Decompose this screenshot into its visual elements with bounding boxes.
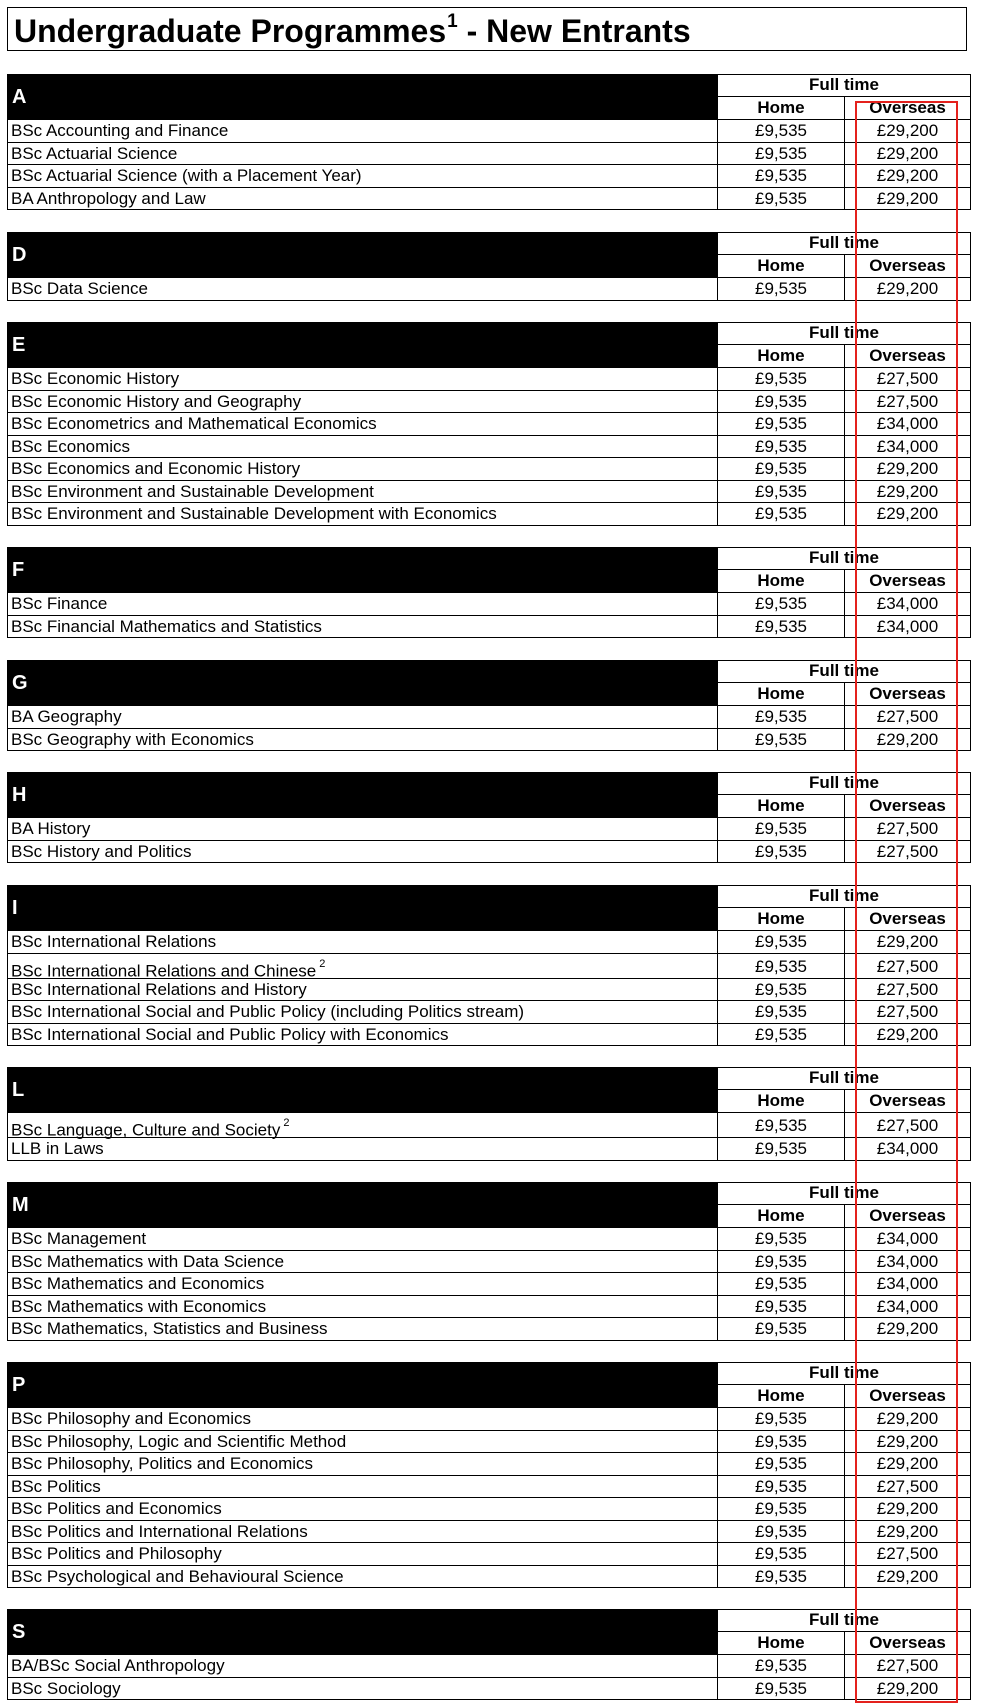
section-letter: G bbox=[12, 672, 28, 694]
home-fee: £9,535 bbox=[717, 616, 844, 638]
home-column-header: Home bbox=[717, 1090, 844, 1113]
overseas-fee: £29,200 bbox=[844, 458, 971, 480]
home-fee: £9,535 bbox=[717, 1408, 844, 1430]
programme-name-text: BSc Mathematics with Economics bbox=[11, 1296, 267, 1316]
programme-name-text: BSc International Social and Public Policy (including Politics stream) bbox=[11, 1002, 525, 1021]
programme-name-text: BSc Philosophy and Economics bbox=[11, 1409, 252, 1428]
programme-name-text: LLB in Laws bbox=[11, 1139, 104, 1158]
overseas-fee: £29,200 bbox=[844, 1521, 971, 1543]
table-row bbox=[7, 143, 971, 166]
overseas-fee: £27,500 bbox=[844, 841, 971, 863]
overseas-fee: £27,500 bbox=[844, 979, 971, 1001]
overseas-fee: £29,200 bbox=[844, 1498, 971, 1520]
programme-name bbox=[7, 391, 717, 413]
page-title-box bbox=[7, 7, 967, 51]
section-header bbox=[7, 660, 971, 706]
home-fee: £9,535 bbox=[717, 188, 844, 210]
programme-name-text: BSc Economic History and Geography bbox=[11, 391, 302, 411]
full-time-label: Full time bbox=[717, 1362, 971, 1385]
section-header bbox=[7, 322, 971, 368]
section-e bbox=[7, 322, 971, 526]
home-fee: £9,535 bbox=[717, 593, 844, 615]
table-row bbox=[7, 391, 971, 414]
full-time-label: Full time bbox=[717, 74, 971, 97]
table-row bbox=[7, 278, 971, 301]
programme-name bbox=[7, 188, 717, 210]
programme-name-text: BSc Accounting and Finance bbox=[11, 121, 229, 140]
programme-name-text: BSc Politics and Economics bbox=[11, 1499, 222, 1518]
table-row bbox=[7, 1521, 971, 1544]
section-header bbox=[7, 1182, 971, 1228]
table-row bbox=[7, 979, 971, 1002]
full-time-label: Full time bbox=[717, 322, 971, 345]
overseas-fee: £29,200 bbox=[844, 1431, 971, 1453]
home-fee: £9,535 bbox=[717, 706, 844, 728]
overseas-fee: £29,200 bbox=[844, 143, 971, 165]
section-letter-box bbox=[7, 885, 717, 931]
programme-name bbox=[7, 1228, 717, 1250]
programme-name-text: BSc Econometrics and Mathematical Economics bbox=[11, 414, 377, 433]
overseas-fee: £29,200 bbox=[844, 188, 971, 210]
overseas-fee: £29,200 bbox=[844, 1453, 971, 1475]
programme-name-text: BSc Geography with Economics bbox=[11, 729, 254, 749]
section-letter-box bbox=[7, 232, 717, 278]
programme-name bbox=[7, 165, 717, 187]
section-letter-box bbox=[7, 322, 717, 368]
table-row bbox=[7, 841, 971, 864]
programme-name-text: BSc Economic History bbox=[11, 369, 180, 388]
section-letter: I bbox=[12, 897, 18, 919]
programme-name bbox=[7, 954, 717, 981]
section-h bbox=[7, 772, 971, 863]
table-row bbox=[7, 1655, 971, 1678]
home-fee: £9,535 bbox=[717, 841, 844, 863]
home-fee: £9,535 bbox=[717, 1001, 844, 1023]
home-fee: £9,535 bbox=[717, 436, 844, 458]
home-fee: £9,535 bbox=[717, 1476, 844, 1498]
programme-name-text: BA History bbox=[11, 819, 91, 838]
programme-name bbox=[7, 1543, 717, 1565]
section-letter-box bbox=[7, 1609, 717, 1655]
overseas-fee: £34,000 bbox=[844, 616, 971, 638]
programme-name-text: BA Anthropology and Law bbox=[11, 188, 206, 208]
full-time-label: Full time bbox=[717, 772, 971, 795]
full-time-label: Full time bbox=[717, 547, 971, 570]
overseas-fee: £34,000 bbox=[844, 413, 971, 435]
programme-name bbox=[7, 1521, 717, 1543]
section-letter-box bbox=[7, 74, 717, 120]
overseas-fee: £34,000 bbox=[844, 1251, 971, 1273]
overseas-column-header: Overseas bbox=[844, 908, 971, 931]
table-row bbox=[7, 1024, 971, 1047]
table-row bbox=[7, 188, 971, 211]
section-letter-box bbox=[7, 660, 717, 706]
full-time-label: Full time bbox=[717, 1067, 971, 1090]
section-letter: P bbox=[12, 1374, 26, 1396]
home-column-header: Home bbox=[717, 255, 844, 278]
table-row bbox=[7, 616, 971, 639]
table-row bbox=[7, 1678, 971, 1701]
overseas-column-header: Overseas bbox=[844, 1385, 971, 1408]
section-g bbox=[7, 660, 971, 751]
programme-name-text: BSc Actuarial Science (with a Placement Year) bbox=[11, 166, 362, 185]
overseas-fee: £29,200 bbox=[844, 481, 971, 503]
home-fee: £9,535 bbox=[717, 143, 844, 165]
section-letter: M bbox=[12, 1194, 29, 1216]
section-letter-box bbox=[7, 1362, 717, 1408]
home-fee: £9,535 bbox=[717, 165, 844, 187]
table-row bbox=[7, 1498, 971, 1521]
programme-name-text: BSc Finance bbox=[11, 594, 108, 613]
overseas-fee: £27,500 bbox=[844, 368, 971, 390]
programme-name-text: BSc Environment and Sustainable Development bbox=[11, 481, 374, 501]
programme-name-text: BSc History and Politics bbox=[11, 841, 192, 861]
home-fee: £9,535 bbox=[717, 1431, 844, 1453]
overseas-column-header: Overseas bbox=[844, 255, 971, 278]
overseas-column-header: Overseas bbox=[844, 345, 971, 368]
overseas-fee: £29,200 bbox=[844, 503, 971, 525]
full-time-label: Full time bbox=[717, 660, 971, 683]
programme-name bbox=[7, 1318, 717, 1340]
programme-name bbox=[7, 1251, 717, 1273]
programme-name bbox=[7, 1678, 717, 1700]
programme-name bbox=[7, 818, 717, 840]
programme-name bbox=[7, 278, 717, 300]
table-row bbox=[7, 413, 971, 436]
overseas-fee: £27,500 bbox=[844, 706, 971, 728]
programme-name-text: BA Geography bbox=[11, 707, 122, 726]
programme-name bbox=[7, 368, 717, 390]
table-row bbox=[7, 436, 971, 459]
section-p bbox=[7, 1362, 971, 1588]
section-letter: F bbox=[12, 559, 25, 581]
home-fee: £9,535 bbox=[717, 1521, 844, 1543]
section-letter: S bbox=[12, 1621, 26, 1643]
section-header bbox=[7, 1609, 971, 1655]
home-fee: £9,535 bbox=[717, 391, 844, 413]
section-letter-box bbox=[7, 1182, 717, 1228]
overseas-fee: £27,500 bbox=[844, 391, 971, 413]
section-header bbox=[7, 232, 971, 278]
programme-name-text: BSc Politics and Philosophy bbox=[11, 1544, 222, 1563]
section-header bbox=[7, 1067, 971, 1113]
home-fee: £9,535 bbox=[717, 368, 844, 390]
home-fee: £9,535 bbox=[717, 1318, 844, 1340]
home-fee: £9,535 bbox=[717, 1453, 844, 1475]
overseas-fee: £34,000 bbox=[844, 1228, 971, 1250]
section-letter-box bbox=[7, 772, 717, 818]
section-letter-box bbox=[7, 547, 717, 593]
programme-name-text: BSc Philosophy, Politics and Economics bbox=[11, 1454, 314, 1473]
overseas-column-header: Overseas bbox=[844, 1632, 971, 1655]
home-column-header: Home bbox=[717, 1632, 844, 1655]
footnote-marker: 2 bbox=[283, 1117, 290, 1129]
overseas-fee: £34,000 bbox=[844, 1273, 971, 1295]
overseas-fee: £29,200 bbox=[844, 729, 971, 751]
page-title-main: Undergraduate Programmes bbox=[14, 13, 447, 49]
home-fee: £9,535 bbox=[717, 120, 844, 142]
programme-name bbox=[7, 729, 717, 751]
programme-name bbox=[7, 1138, 717, 1160]
section-letter: D bbox=[12, 244, 27, 266]
table-row bbox=[7, 1566, 971, 1589]
table-row bbox=[7, 954, 971, 979]
section-header bbox=[7, 1362, 971, 1408]
programme-name bbox=[7, 436, 717, 458]
section-f bbox=[7, 547, 971, 638]
overseas-fee: £29,200 bbox=[844, 120, 971, 142]
table-row bbox=[7, 931, 971, 954]
table-row bbox=[7, 1251, 971, 1274]
full-time-label: Full time bbox=[717, 1182, 971, 1205]
overseas-fee: £29,200 bbox=[844, 931, 971, 953]
programme-name bbox=[7, 1655, 717, 1677]
table-row bbox=[7, 1408, 971, 1431]
overseas-fee: £29,200 bbox=[844, 1678, 971, 1700]
table-row bbox=[7, 593, 971, 616]
overseas-fee: £34,000 bbox=[844, 1138, 971, 1160]
home-fee: £9,535 bbox=[717, 979, 844, 1001]
home-column-header: Home bbox=[717, 345, 844, 368]
table-row bbox=[7, 1296, 971, 1319]
table-row bbox=[7, 503, 971, 526]
full-time-label: Full time bbox=[717, 1609, 971, 1632]
programme-name bbox=[7, 413, 717, 435]
page-title-suffix: - New Entrants bbox=[457, 13, 691, 49]
programme-name-text: BSc International Relations and History bbox=[11, 979, 307, 999]
programme-name bbox=[7, 1273, 717, 1295]
home-fee: £9,535 bbox=[717, 954, 844, 978]
overseas-fee: £27,500 bbox=[844, 1001, 971, 1023]
programme-name-text: BSc International Relations bbox=[11, 932, 217, 951]
programme-name-text: BSc Environment and Sustainable Development with Economics bbox=[11, 504, 497, 523]
programme-name bbox=[7, 1431, 717, 1453]
home-column-header: Home bbox=[717, 97, 844, 120]
overseas-fee: £27,500 bbox=[844, 1113, 971, 1137]
programme-name bbox=[7, 706, 717, 728]
home-fee: £9,535 bbox=[717, 1678, 844, 1700]
programme-name bbox=[7, 458, 717, 480]
home-fee: £9,535 bbox=[717, 1228, 844, 1250]
programme-name-text: BSc Data Science bbox=[11, 279, 149, 298]
overseas-fee: £29,200 bbox=[844, 1318, 971, 1340]
programme-name bbox=[7, 616, 717, 638]
overseas-fee: £27,500 bbox=[844, 1476, 971, 1498]
home-fee: £9,535 bbox=[717, 1273, 844, 1295]
section-header bbox=[7, 885, 971, 931]
table-row bbox=[7, 1453, 971, 1476]
overseas-fee: £29,200 bbox=[844, 278, 971, 300]
home-column-header: Home bbox=[717, 1205, 844, 1228]
overseas-column-header: Overseas bbox=[844, 97, 971, 120]
overseas-column-header: Overseas bbox=[844, 1205, 971, 1228]
section-m bbox=[7, 1182, 971, 1341]
section-letter: L bbox=[12, 1079, 25, 1101]
overseas-fee: £27,500 bbox=[844, 954, 971, 978]
table-row bbox=[7, 1476, 971, 1499]
overseas-fee: £29,200 bbox=[844, 1408, 971, 1430]
home-fee: £9,535 bbox=[717, 1251, 844, 1273]
page-title bbox=[14, 11, 691, 49]
section-letter-box bbox=[7, 1067, 717, 1113]
programme-name-text: BSc Economics and Economic History bbox=[11, 459, 301, 478]
overseas-column-header: Overseas bbox=[844, 795, 971, 818]
home-fee: £9,535 bbox=[717, 1543, 844, 1565]
section-s bbox=[7, 1609, 971, 1700]
section-a bbox=[7, 74, 971, 210]
table-row bbox=[7, 165, 971, 188]
overseas-fee: £34,000 bbox=[844, 436, 971, 458]
overseas-column-header: Overseas bbox=[844, 683, 971, 706]
home-fee: £9,535 bbox=[717, 1138, 844, 1160]
table-row bbox=[7, 1228, 971, 1251]
programme-name-text: BSc Economics bbox=[11, 436, 131, 456]
home-column-header: Home bbox=[717, 570, 844, 593]
programme-name-text: BSc Mathematics with Data Science bbox=[11, 1251, 285, 1271]
programme-name-text: BA/BSc Social Anthropology bbox=[11, 1656, 225, 1675]
programme-name bbox=[7, 503, 717, 525]
section-letter: E bbox=[12, 334, 26, 356]
table-row bbox=[7, 1431, 971, 1454]
table-row bbox=[7, 1113, 971, 1138]
table-row bbox=[7, 1273, 971, 1296]
programme-name-text: BSc Financial Mathematics and Statistics bbox=[11, 616, 322, 636]
table-row bbox=[7, 120, 971, 143]
table-row bbox=[7, 1318, 971, 1341]
home-fee: £9,535 bbox=[717, 931, 844, 953]
home-fee: £9,535 bbox=[717, 1113, 844, 1137]
home-fee: £9,535 bbox=[717, 1498, 844, 1520]
overseas-fee: £34,000 bbox=[844, 1296, 971, 1318]
title-footnote-marker: 1 bbox=[447, 11, 458, 32]
programme-name-text: BSc Politics bbox=[11, 1476, 101, 1496]
programme-name-text: BSc Mathematics, Statistics and Business bbox=[11, 1319, 328, 1338]
home-fee: £9,535 bbox=[717, 818, 844, 840]
overseas-fee: £29,200 bbox=[844, 165, 971, 187]
home-column-header: Home bbox=[717, 908, 844, 931]
programme-name bbox=[7, 841, 717, 863]
overseas-fee: £34,000 bbox=[844, 593, 971, 615]
programme-name bbox=[7, 1408, 717, 1430]
home-column-header: Home bbox=[717, 1385, 844, 1408]
table-row bbox=[7, 818, 971, 841]
home-fee: £9,535 bbox=[717, 458, 844, 480]
programme-name bbox=[7, 143, 717, 165]
programme-name bbox=[7, 1113, 717, 1140]
programme-name-text: BSc International Social and Public Policy with Economics bbox=[11, 1024, 449, 1044]
section-header bbox=[7, 547, 971, 593]
full-time-label: Full time bbox=[717, 885, 971, 908]
home-fee: £9,535 bbox=[717, 278, 844, 300]
table-row bbox=[7, 706, 971, 729]
home-fee: £9,535 bbox=[717, 1296, 844, 1318]
section-header bbox=[7, 772, 971, 818]
table-row bbox=[7, 1138, 971, 1161]
footnote-marker: 2 bbox=[319, 957, 326, 970]
programme-name bbox=[7, 593, 717, 615]
overseas-fee: £27,500 bbox=[844, 1543, 971, 1565]
overseas-fee: £29,200 bbox=[844, 1566, 971, 1588]
overseas-fee: £27,500 bbox=[844, 818, 971, 840]
home-fee: £9,535 bbox=[717, 729, 844, 751]
programme-name-text: BSc Politics and International Relations bbox=[11, 1521, 308, 1541]
programme-name-text: BSc International Relations and Chinese bbox=[11, 961, 317, 981]
section-letter: H bbox=[12, 784, 27, 806]
programme-name-text: BSc Actuarial Science bbox=[11, 143, 178, 163]
table-row bbox=[7, 458, 971, 481]
programme-name-text: BSc Mathematics and Economics bbox=[11, 1274, 265, 1293]
programme-name-text: BSc Philosophy, Logic and Scientific Method bbox=[11, 1431, 347, 1451]
programme-name bbox=[7, 1024, 717, 1046]
overseas-column-header: Overseas bbox=[844, 1090, 971, 1113]
programme-name bbox=[7, 979, 717, 1001]
home-fee: £9,535 bbox=[717, 1655, 844, 1677]
overseas-fee: £27,500 bbox=[844, 1655, 971, 1677]
section-i bbox=[7, 885, 971, 1046]
table-row bbox=[7, 1543, 971, 1566]
section-d bbox=[7, 232, 971, 301]
programme-name bbox=[7, 1566, 717, 1588]
programme-name-text: BSc Management bbox=[11, 1229, 147, 1248]
overseas-column-header: Overseas bbox=[844, 570, 971, 593]
full-time-label: Full time bbox=[717, 232, 971, 255]
programme-name-text: BSc Language, Culture and Society bbox=[11, 1120, 281, 1140]
home-fee: £9,535 bbox=[717, 1566, 844, 1588]
programme-name-text: BSc Psychological and Behavioural Science bbox=[11, 1566, 344, 1586]
home-fee: £9,535 bbox=[717, 1024, 844, 1046]
programme-name bbox=[7, 1453, 717, 1475]
overseas-fee: £29,200 bbox=[844, 1024, 971, 1046]
programme-name bbox=[7, 120, 717, 142]
home-column-header: Home bbox=[717, 683, 844, 706]
programme-name bbox=[7, 1296, 717, 1318]
programme-name-text: BSc Sociology bbox=[11, 1678, 121, 1698]
programme-name bbox=[7, 931, 717, 953]
programme-name bbox=[7, 1001, 717, 1023]
home-fee: £9,535 bbox=[717, 481, 844, 503]
home-fee: £9,535 bbox=[717, 503, 844, 525]
section-letter: A bbox=[12, 86, 27, 108]
section-l bbox=[7, 1067, 971, 1161]
table-row bbox=[7, 368, 971, 391]
table-row bbox=[7, 1001, 971, 1024]
programme-name bbox=[7, 481, 717, 503]
table-row bbox=[7, 481, 971, 504]
table-row bbox=[7, 729, 971, 752]
programme-name bbox=[7, 1476, 717, 1498]
programme-name bbox=[7, 1498, 717, 1520]
home-fee: £9,535 bbox=[717, 413, 844, 435]
section-header bbox=[7, 74, 971, 120]
home-column-header: Home bbox=[717, 795, 844, 818]
